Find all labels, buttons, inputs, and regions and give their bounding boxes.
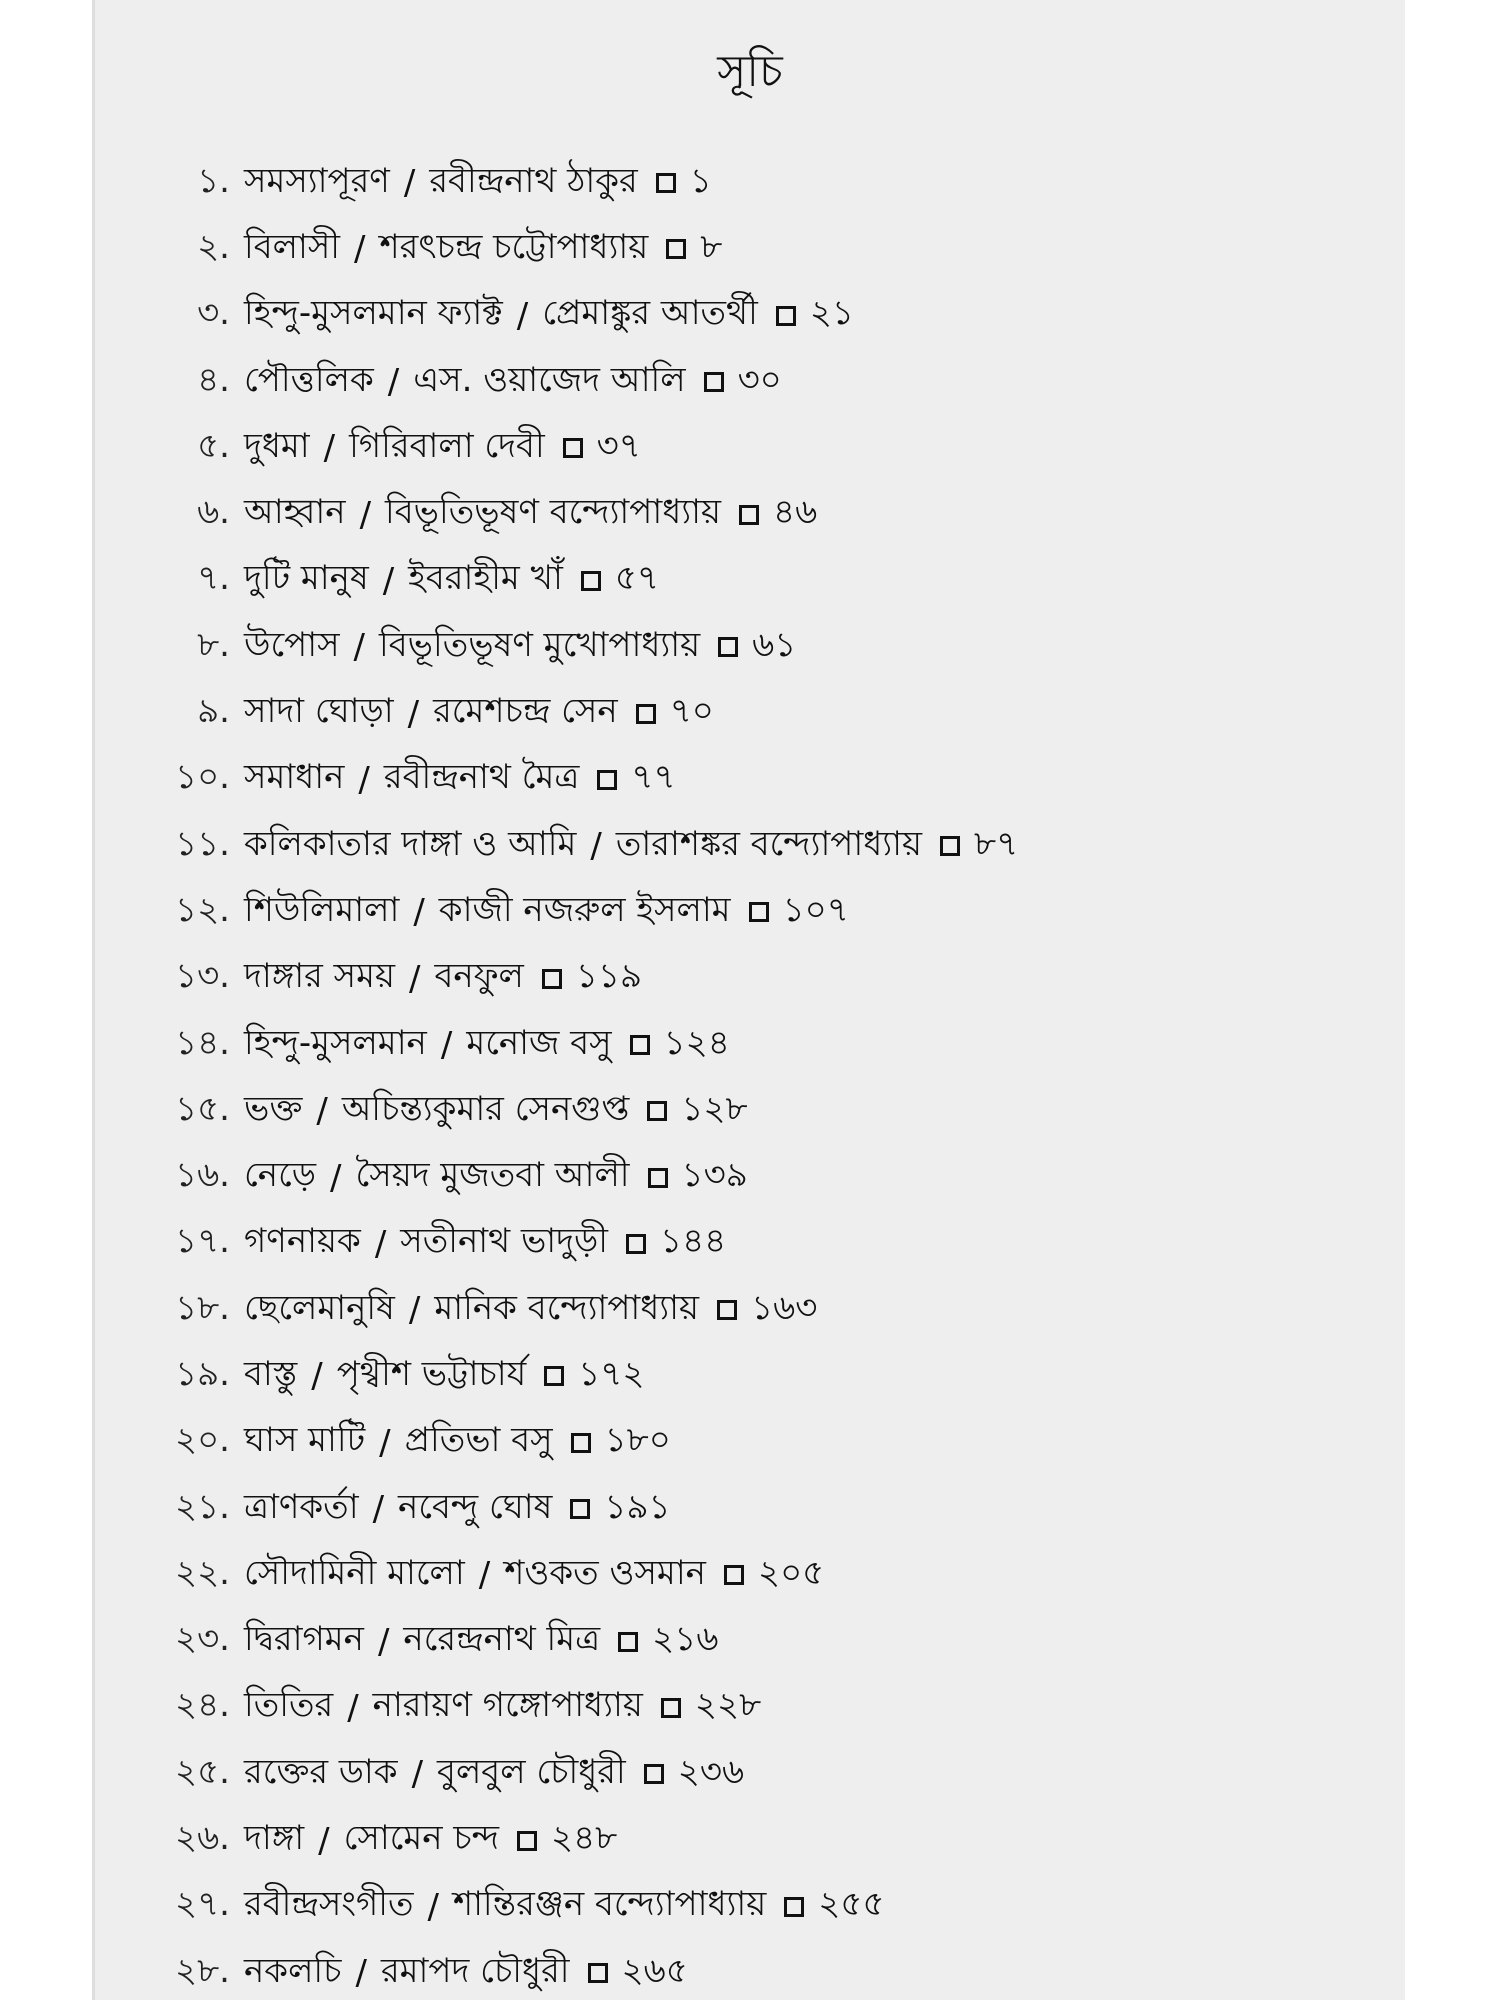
page-number: ৭৭ <box>631 757 676 798</box>
square-bullet-icon <box>563 438 583 458</box>
story-title: হিন্দু-মুসলমান ফ্যাক্ট <box>244 293 503 334</box>
separator-slash: / <box>403 163 416 204</box>
story-title: সৌদামিনী মালো <box>244 1552 465 1593</box>
page-number: ১৩৯ <box>681 1155 748 1196</box>
entry-number: ২. <box>197 226 230 267</box>
entry-number: ১৬. <box>175 1155 230 1196</box>
toc-entry-4 <box>150 349 1018 415</box>
author-name: কাজী নজরুল ইসলাম <box>438 889 731 930</box>
square-bullet-icon <box>588 1963 608 1983</box>
separator-slash: / <box>387 362 400 403</box>
toc-entry-26 <box>150 1807 1018 1873</box>
entry-number: ৭. <box>197 558 230 599</box>
toc-entry-15 <box>150 1078 1018 1144</box>
author-name: বিভূতিভূষণ বন্দ্যোপাধ্যায় <box>385 492 722 533</box>
toc-entry-24 <box>150 1675 1018 1741</box>
toc-entry-13 <box>150 946 1018 1012</box>
separator-slash: / <box>353 627 366 668</box>
author-name: গিরিবালা দেবী <box>349 425 545 466</box>
page-number: ২৪৮ <box>551 1818 618 1859</box>
page-title: সূচি <box>717 46 783 97</box>
page-number: ২০৫ <box>757 1552 825 1593</box>
separator-slash: / <box>379 1422 391 1463</box>
entry-number: ১৩. <box>175 956 230 997</box>
entry-number: ১৫. <box>175 1088 230 1129</box>
page-number: ২৬৫ <box>621 1950 688 1991</box>
author-name: শান্তিরঞ্জন বন্দ্যোপাধ্যায় <box>452 1884 767 1925</box>
entry-number: ২২. <box>174 1552 230 1593</box>
separator-slash: / <box>311 1356 323 1397</box>
toc-entry-16 <box>150 1144 1018 1210</box>
story-title: সমস্যাপূরণ <box>244 160 390 201</box>
toc-entry-11 <box>150 813 1018 879</box>
separator-slash: / <box>372 1489 385 1530</box>
toc-entry-14 <box>150 1012 1018 1078</box>
separator-slash: / <box>347 1687 359 1728</box>
story-title: বিলাসী <box>244 226 341 267</box>
separator-slash: / <box>516 295 529 336</box>
toc-entry-22 <box>150 1542 1018 1608</box>
toc-entry-3 <box>150 283 1018 349</box>
separator-slash: / <box>377 1621 390 1662</box>
story-title: ঘাস মাটি <box>244 1420 366 1461</box>
toc-entry-8 <box>150 614 1018 680</box>
separator-slash: / <box>413 892 425 933</box>
square-bullet-icon <box>724 1565 744 1585</box>
story-title: রক্তের ডাক <box>244 1751 398 1792</box>
story-title: হিন্দু-মুসলমান <box>244 1022 427 1063</box>
author-name: রবীন্দ্রনাথ মৈত্র <box>383 757 580 798</box>
story-title: ছেলেমানুষি <box>244 1287 395 1328</box>
author-name: মনোজ বসু <box>466 1022 612 1063</box>
square-bullet-icon <box>661 1698 681 1718</box>
entry-number: ৯. <box>197 691 230 732</box>
story-title: নেড়ে <box>244 1155 317 1196</box>
story-title: দাঙ্গার সময় <box>244 956 396 997</box>
square-bullet-icon <box>636 704 656 724</box>
author-name: শওকত ওসমান <box>504 1552 706 1593</box>
toc-entry-27 <box>150 1874 1018 1940</box>
square-bullet-icon <box>630 1035 650 1055</box>
page-number: ৮ <box>700 226 723 267</box>
table-of-contents <box>150 150 1018 2006</box>
entry-number: ৫. <box>197 425 230 466</box>
entry-number: ১১. <box>175 823 230 864</box>
entry-number: ১৯. <box>175 1353 230 1394</box>
separator-slash: / <box>411 1754 424 1795</box>
square-bullet-icon <box>644 1764 664 1784</box>
page-number: ৫৭ <box>614 558 659 599</box>
entry-number: ১৮. <box>175 1287 230 1328</box>
author-name: সোমেন চন্দ <box>343 1818 499 1859</box>
author-name: প্রেমাঙ্কুর আতর্থী <box>542 293 758 334</box>
square-bullet-icon <box>718 637 738 657</box>
page-number: ১২৪ <box>663 1022 730 1063</box>
entry-number: ১০. <box>175 757 230 798</box>
author-name: নারায়ণ গঙ্গোপাধ্যায় <box>372 1685 643 1726</box>
square-bullet-icon <box>581 571 601 591</box>
author-name: প্রতিভা বসু <box>404 1420 553 1461</box>
square-bullet-icon <box>656 173 676 193</box>
author-name: রবীন্দ্রনাথ ঠাকুর <box>429 160 638 201</box>
square-bullet-icon <box>648 1168 668 1188</box>
entry-number: ২৫. <box>175 1751 230 1792</box>
toc-entry-17 <box>150 1211 1018 1277</box>
toc-entry-23 <box>150 1609 1018 1675</box>
square-bullet-icon <box>517 1831 537 1851</box>
page-number: ১৮০ <box>604 1420 671 1461</box>
separator-slash: / <box>382 560 395 601</box>
entry-number: ১. <box>197 160 230 201</box>
story-title: রবীন্দ্রসংগীত <box>244 1884 414 1925</box>
separator-slash: / <box>478 1555 491 1596</box>
separator-slash: / <box>330 1157 342 1198</box>
separator-slash: / <box>427 1886 439 1927</box>
story-title: বাস্তু <box>244 1353 298 1394</box>
separator-slash: / <box>359 494 372 535</box>
author-name: রমাপদ চৌধুরী <box>380 1950 570 1991</box>
toc-entry-19 <box>150 1343 1018 1409</box>
square-bullet-icon <box>940 836 960 856</box>
square-bullet-icon <box>626 1234 646 1254</box>
author-name: বিভূতিভূষণ মুখোপাধ্যায় <box>379 624 701 665</box>
story-title: কলিকাতার দাঙ্গা ও আমি <box>244 823 577 864</box>
page-number: ৭০ <box>669 691 714 732</box>
page-number: ১০৭ <box>782 889 849 930</box>
separator-slash: / <box>358 759 370 800</box>
square-bullet-icon <box>570 1499 590 1519</box>
page-number: ৩৭ <box>596 425 641 466</box>
toc-entry-18 <box>150 1277 1018 1343</box>
square-bullet-icon <box>717 1300 737 1320</box>
story-title: দ্বিরাগমন <box>244 1619 364 1660</box>
story-title: নকলচি <box>244 1950 342 1991</box>
page-number: ১৯১ <box>604 1486 671 1527</box>
square-bullet-icon <box>597 770 617 790</box>
toc-entry-20 <box>150 1410 1018 1476</box>
separator-slash: / <box>590 826 602 867</box>
story-title: দুটি মানুষ <box>244 558 369 599</box>
story-title: শিউলিমালা <box>244 889 400 930</box>
entry-number: ২১. <box>175 1486 230 1527</box>
separator-slash: / <box>409 958 421 999</box>
page-number: ১৪৪ <box>660 1221 727 1262</box>
entry-number: ১৪. <box>175 1022 230 1063</box>
page-number: ২১ <box>809 293 854 334</box>
entry-number: ২৪. <box>175 1685 230 1726</box>
author-name: বনফুল <box>434 956 524 997</box>
toc-entry-7 <box>150 548 1018 614</box>
author-name: তারাশঙ্কর বন্দ্যোপাধ্যায় <box>615 823 923 864</box>
toc-entry-9 <box>150 680 1018 746</box>
author-name: নবেন্দু ঘোষ <box>398 1486 553 1527</box>
separator-slash: / <box>374 1223 387 1264</box>
page-number: ২৩৬ <box>677 1751 745 1792</box>
story-title: গণনায়ক <box>244 1221 361 1262</box>
toc-entry-10 <box>150 747 1018 813</box>
story-title: দুধমা <box>244 425 310 466</box>
story-title: পৌত্তলিক <box>244 359 374 400</box>
separator-slash: / <box>440 1025 453 1065</box>
square-bullet-icon <box>784 1897 804 1917</box>
entry-number: ২৮. <box>175 1950 230 1991</box>
author-name: অচিন্ত্যকুমার সেনগুপ্ত <box>341 1088 630 1129</box>
entry-number: ১৭. <box>175 1221 230 1262</box>
separator-slash: / <box>355 1953 367 1994</box>
story-title: উপোস <box>244 624 340 665</box>
author-name: বুলবুল চৌধুরী <box>437 1751 626 1792</box>
toc-entry-1 <box>150 150 1018 216</box>
square-bullet-icon <box>618 1632 638 1652</box>
page-number: ৩০ <box>737 359 782 400</box>
entry-number: ৬. <box>197 492 230 533</box>
author-name: সতীনাথ ভাদুড়ী <box>400 1221 609 1262</box>
separator-slash: / <box>354 229 366 270</box>
page-number: ২১৬ <box>652 1619 719 1660</box>
separator-slash: / <box>316 1091 328 1132</box>
square-bullet-icon <box>704 372 724 392</box>
page-number: ১ <box>689 160 712 201</box>
page-number: ১১৯ <box>575 956 643 997</box>
toc-entry-5 <box>150 415 1018 481</box>
entry-number: ২০. <box>174 1420 230 1461</box>
square-bullet-icon <box>571 1433 591 1453</box>
separator-slash: / <box>323 428 336 469</box>
square-bullet-icon <box>776 306 796 326</box>
square-bullet-icon <box>749 902 769 922</box>
toc-entry-2 <box>150 216 1018 282</box>
page-number: ৪৬ <box>773 492 818 533</box>
story-title: ত্রাণকর্তা <box>244 1486 359 1527</box>
page-number: ৬১ <box>752 624 797 665</box>
page-number: ২৫৫ <box>818 1884 885 1925</box>
author-name: ইবরাহীম খাঁ <box>408 558 563 599</box>
author-name: রমেশচন্দ্র সেন <box>433 691 618 732</box>
entry-number: ২৩. <box>174 1619 230 1660</box>
square-bullet-icon <box>739 505 759 525</box>
page-number: ১৬৩ <box>751 1287 818 1328</box>
square-bullet-icon <box>544 1366 564 1386</box>
entry-number: ১২. <box>175 889 230 930</box>
separator-slash: / <box>408 1290 421 1331</box>
author-name: মানিক বন্দ্যোপাধ্যায় <box>434 1287 700 1328</box>
author-name: সৈয়দ মুজতবা আলী <box>355 1155 630 1196</box>
toc-entry-25 <box>150 1741 1018 1807</box>
square-bullet-icon <box>647 1101 667 1121</box>
separator-slash: / <box>407 693 420 734</box>
story-title: দাঙ্গা <box>244 1818 305 1859</box>
author-name: এস. ওয়াজেদ আলি <box>413 359 686 400</box>
page-number: ২২৮ <box>694 1685 762 1726</box>
story-title: ভক্ত <box>244 1088 303 1129</box>
story-title: সমাধান <box>244 757 345 798</box>
entry-number: ৪. <box>197 359 230 400</box>
toc-entry-6 <box>150 481 1018 547</box>
separator-slash: / <box>318 1820 330 1861</box>
toc-entry-21 <box>150 1476 1018 1542</box>
square-bullet-icon <box>666 239 686 259</box>
story-title: আহ্বান <box>244 492 346 533</box>
toc-entry-28 <box>150 1940 1018 2006</box>
author-name: পৃথ্বীশ ভট্টাচার্য <box>336 1353 527 1394</box>
page-number: ১৭২ <box>578 1353 645 1394</box>
author-name: শরৎচন্দ্র চট্টোপাধ্যায় <box>379 226 649 267</box>
square-bullet-icon <box>542 969 562 989</box>
story-title: তিতির <box>244 1685 334 1726</box>
author-name: নরেন্দ্রনাথ মিত্র <box>403 1619 601 1660</box>
entry-number: ৩. <box>197 293 230 334</box>
entry-number: ৮. <box>197 624 230 665</box>
page-number: ৮৭ <box>974 823 1019 864</box>
entry-number: ২৭. <box>174 1884 230 1925</box>
page-number: ১২৮ <box>681 1088 748 1129</box>
toc-entry-12 <box>150 879 1018 945</box>
story-title: সাদা ঘোড়া <box>244 691 394 732</box>
entry-number: ২৬. <box>174 1818 230 1859</box>
